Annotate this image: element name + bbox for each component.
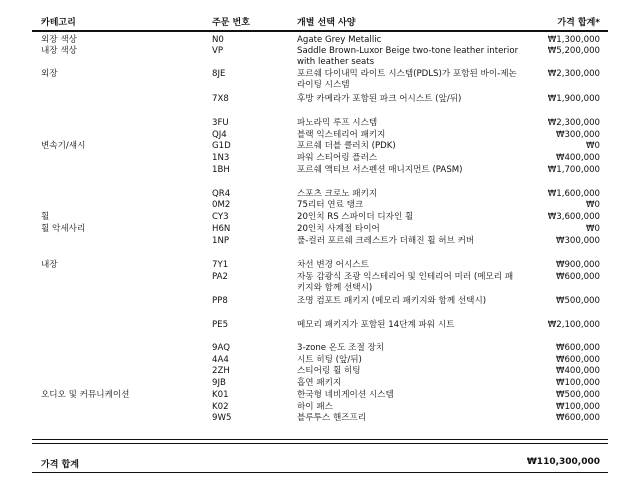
row-category: 내장 xyxy=(41,260,58,270)
total-value: ₩110,300,000 xyxy=(526,457,600,467)
row-description: 포르쉐 액티브 서스펜션 매니지먼트 (PASM) xyxy=(297,165,463,175)
row-code: 9W5 xyxy=(212,413,232,423)
row-code: CY3 xyxy=(212,212,229,222)
row-price: ₩500,000 xyxy=(555,390,600,400)
row-code: 9JB xyxy=(212,378,226,388)
row-price: ₩3,600,000 xyxy=(547,212,600,222)
row-price: ₩400,000 xyxy=(555,366,600,376)
row-description: 포르쉐 다이내믹 라이트 시스템(PDLS)가 포함된 바이-제논 라이팅 시스템 xyxy=(297,69,517,90)
row-price: ₩400,000 xyxy=(555,153,600,163)
row-code: 3FU xyxy=(212,118,229,128)
row-price: ₩300,000 xyxy=(555,236,600,246)
row-description: 시트 히팅 (앞/뒤) xyxy=(297,355,362,365)
row-code: 9AQ xyxy=(212,343,230,353)
row-description: 흡연 패키지 xyxy=(297,378,342,388)
row-price: ₩0 xyxy=(586,141,600,151)
row-price: ₩600,000 xyxy=(555,343,600,353)
total-label: 가격 합계 xyxy=(41,460,79,470)
row-price: ₩600,000 xyxy=(555,413,600,423)
row-code: 1BH xyxy=(212,165,230,175)
row-category: 변속기/섀시 xyxy=(41,141,86,151)
header-rule xyxy=(32,30,608,32)
row-description: Saddle Brown-Luxor Beige two-tone leather interior with leather seats xyxy=(297,46,519,67)
row-code: G1D xyxy=(212,141,231,151)
row-price: ₩2,300,000 xyxy=(547,118,600,128)
row-description: Agate Grey Metallic xyxy=(297,35,382,45)
row-code: QJ4 xyxy=(212,130,227,140)
row-description: 스티어링 휠 히팅 xyxy=(297,366,361,376)
total-rule xyxy=(32,472,608,473)
row-code: VP xyxy=(212,46,224,56)
row-price: ₩100,000 xyxy=(555,378,600,388)
row-description: 조명 컴포트 패키지 (메모리 패키지와 함께 선택시) xyxy=(297,296,487,306)
row-price: ₩1,700,000 xyxy=(547,165,600,175)
row-code: 2ZH xyxy=(212,366,230,376)
section-rule xyxy=(32,443,608,444)
row-code: 4A4 xyxy=(212,355,229,365)
row-category: 휠 악세사리 xyxy=(41,224,86,234)
row-code: PA2 xyxy=(212,272,228,282)
row-code: PP8 xyxy=(212,296,228,306)
table-header xyxy=(0,12,640,28)
row-price: ₩1,900,000 xyxy=(547,94,600,104)
row-category: 외장 xyxy=(41,69,58,79)
row-price: ₩0 xyxy=(586,200,600,210)
row-code: 8JE xyxy=(212,69,226,79)
header-price: 가격 합계* xyxy=(557,18,600,28)
row-price: ₩2,300,000 xyxy=(547,69,600,79)
row-price: ₩1,600,000 xyxy=(547,189,600,199)
row-price: ₩600,000 xyxy=(555,272,600,282)
row-description: 포르쉐 더블 클러치 (PDK) xyxy=(297,141,396,151)
row-category: 내장 색상 xyxy=(41,46,77,56)
section-rule xyxy=(32,439,608,440)
row-code: K02 xyxy=(212,402,229,412)
row-description: 후방 카메라가 포함된 파크 어시스트 (앞/뒤) xyxy=(297,94,462,104)
row-description: 블루투스 핸즈프리 xyxy=(297,413,367,423)
row-description: 20인치 RS 스파이더 디자인 휠 xyxy=(297,212,414,222)
row-code: 1NP xyxy=(212,236,230,246)
row-code: 1N3 xyxy=(212,153,230,163)
row-description: 한국형 네비게이션 시스템 xyxy=(297,390,394,400)
row-price: ₩500,000 xyxy=(555,296,600,306)
row-category: 외장 색상 xyxy=(41,35,77,45)
row-description: 스포츠 크로노 패키지 xyxy=(297,189,378,199)
row-code: 7Y1 xyxy=(212,260,229,270)
row-description: 파노라믹 루프 시스템 xyxy=(297,118,378,128)
row-description: 3-zone 온도 조절 장치 xyxy=(297,343,385,353)
header-order-number: 주문 번호 xyxy=(212,18,250,28)
row-price: ₩100,000 xyxy=(555,402,600,412)
row-category: 휠 xyxy=(41,212,50,222)
row-code: K01 xyxy=(212,390,229,400)
row-code: N0 xyxy=(212,35,224,45)
row-code: PE5 xyxy=(212,320,229,330)
row-price: ₩5,200,000 xyxy=(547,46,600,56)
row-description: 75리터 연료 탱크 xyxy=(297,200,364,210)
row-price: ₩600,000 xyxy=(555,355,600,365)
row-price: ₩300,000 xyxy=(555,130,600,140)
row-description: 차선 변경 어시스트 xyxy=(297,260,369,270)
row-description: 하이 패스 xyxy=(297,402,333,412)
row-category: 오디오 및 커뮤니케이션 xyxy=(41,390,130,400)
header-category: 카테고리 xyxy=(41,18,76,28)
row-code: QR4 xyxy=(212,189,231,199)
row-description: 20인치 사계절 타이어 xyxy=(297,224,380,234)
row-price: ₩0 xyxy=(586,224,600,234)
total-row xyxy=(0,456,640,470)
row-code: 0M2 xyxy=(212,200,231,210)
row-price: ₩1,300,000 xyxy=(547,35,600,45)
row-description: 풀-컬러 포르쉐 크레스트가 더해진 휠 허브 커버 xyxy=(297,236,475,246)
row-code: 7X8 xyxy=(212,94,229,104)
header-option: 개별 선택 사양 xyxy=(297,18,356,28)
row-description: 파워 스티어링 플러스 xyxy=(297,153,378,163)
row-price: ₩900,000 xyxy=(555,260,600,270)
row-description: 메모리 패키지가 포함된 14단계 파워 시트 xyxy=(297,320,455,330)
row-price: ₩2,100,000 xyxy=(547,320,600,330)
row-description: 블랙 익스테리어 패키지 xyxy=(297,130,386,140)
row-description: 자동 감광식 조광 익스테리어 및 인테리어 미러 (메모리 패키지와 함께 선택시) xyxy=(297,272,514,293)
row-code: H6N xyxy=(212,224,231,234)
